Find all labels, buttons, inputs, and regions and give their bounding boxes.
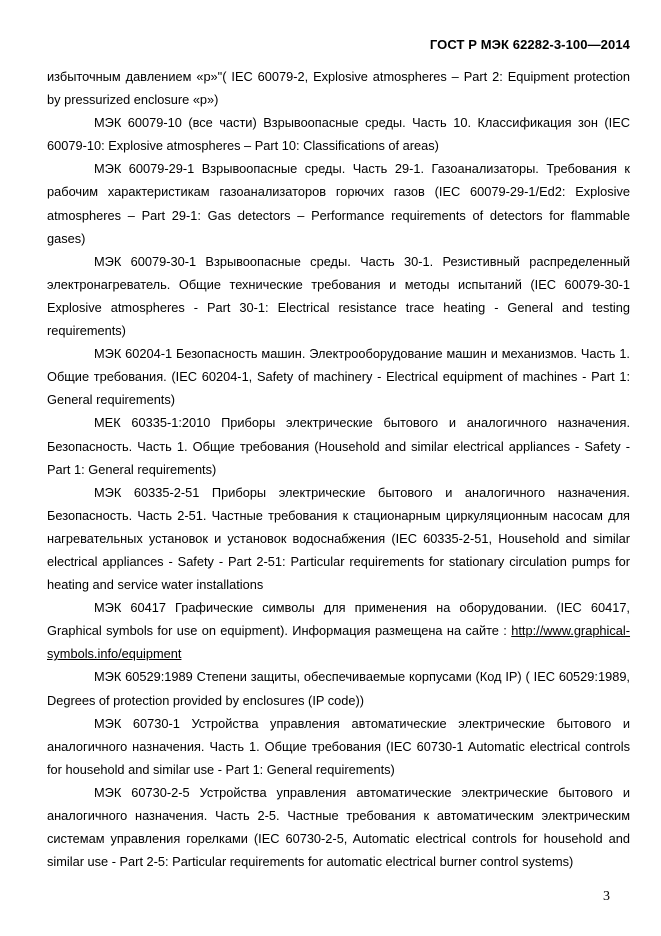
reference-paragraph: МЭК 60079-30-1 Взрывоопасные среды. Часть 30-1. Резистивный распределенный электронагреватель. Общие технические требования и методы испытаний (IEC 60079-30-1 Explosive atmospheres - Part 30-1: Electrical resistance trace heating - General and testing requirements) [47, 253, 630, 339]
graphical-symbols-link[interactable]: http://www.graphical-symbols.info/equipment [47, 623, 631, 662]
page-number: 3 [603, 889, 610, 904]
reference-paragraph: МЭК 60079-10 (все части) Взрывоопасные среды. Часть 10. Классификация зон (IEC 60079-10: Explosive atmospheres – Part 10: Classifications of areas) [47, 115, 630, 154]
document-code-header: ГОСТ Р МЭК 62282-3-100—2014 [429, 37, 630, 52]
reference-paragraph: МЭК 60529:1989 Степени защиты, обеспечиваемые корпусами (Код IP) ( IEC 60529:1989, Degrees of protection provided by enclosures (IP code)) [47, 669, 630, 708]
reference-paragraph: МЭК 60730-2-5 Устройства управления автоматические электрические бытового и аналогичного назначения. Часть 2-5. Частные требования к автоматическим электрическим системам управления горелками (IEC 60730-2-5, Automatic electrical controls for household and similar use - Part 2-5: Particular requirements for automatic electrical burner control systems) [47, 784, 630, 870]
reference-list [47, 65, 630, 873]
reference-paragraph: избыточным давлением «р»"( IEC 60079-2, Explosive atmospheres – Part 2: Equipment protection by pressurized enclosure «р») [47, 69, 630, 108]
reference-paragraph-60417 [47, 596, 630, 665]
reference-paragraph: МЭК 60204-1 Безопасность машин. Электрооборудование машин и механизмов. Часть 1. Общие требования. (IEC 60204-1, Safety of machinery - Electrical equipment of machines - Part 1: General requirements) [47, 346, 630, 408]
reference-paragraph: МЭК 60335-2-51 Приборы электрические бытового и аналогичного назначения. Безопасность. Часть 2-51. Частные требования к стационарным циркуляционным насосам для нагревательных установок и установок водоснабжения (IEC 60335-2-51, Household and similar electrical appliances - Safety - Part 2-51: Particular requirements for stationary circulation pumps for heating and service water installations [47, 484, 630, 593]
reference-paragraph: МЭК 60730-1 Устройства управления автоматические электрические бытового и аналогичного назначения. Часть 1. Общие требования (IEC 60730-1 Automatic electrical controls for household and similar use - Part 1: General requirements) [47, 715, 630, 777]
reference-60417-text: МЭК 60417 Графические символы для применения на оборудовании. (IEC 60417, Graphical symbols for use on equipment). Информация размещена на сайте : [47, 600, 630, 639]
reference-paragraph: МЕК 60335-1:2010 Приборы электрические бытового и аналогичного назначения. Безопасность. Часть 1. Общие требования (Household and similar electrical appliances - Safety - Part 1: General requirements) [47, 415, 630, 477]
reference-paragraph: МЭК 60079-29-1 Взрывоопасные среды. Часть 29-1. Газоанализаторы. Требования к рабочим характеристикам газоанализаторов горючих газов (IEC 60079-29-1/Ed2: Explosive atmospheres – Part 29-1: Gas detectors – Performance requirements of detectors for flammable gases) [47, 161, 630, 246]
